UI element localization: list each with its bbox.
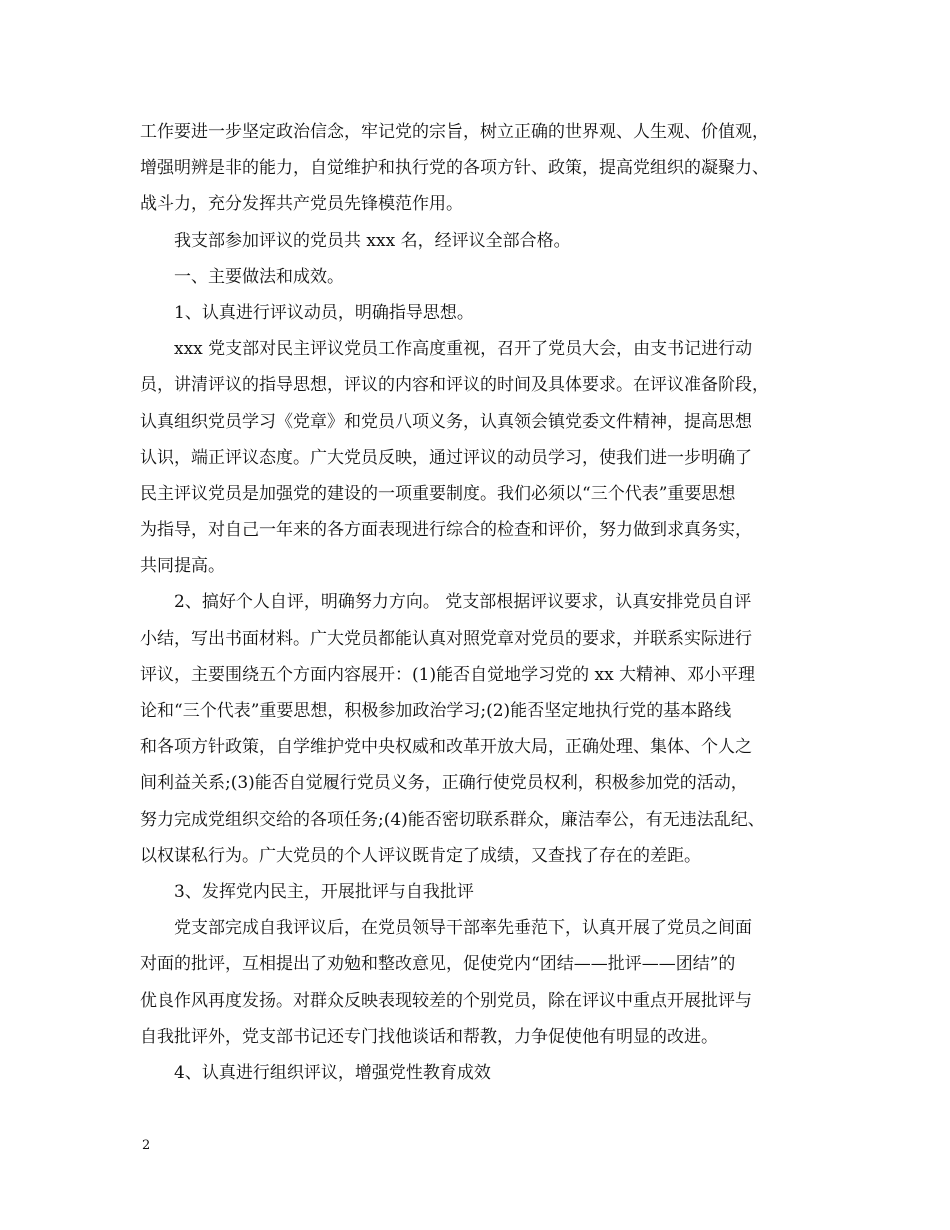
text-line: 2、搞好个人自评，明确努力方向。 党支部根据评议要求，认真安排党员自评 [174,592,752,613]
text-line: 优良作风再度发扬。对群众反映表现较差的个别党员，除在评议中重点开展批评与 [140,990,752,1011]
text-line: 认真组织党员学习《党章》和党员八项义务，认真领会镇党委文件精神，提高思想 [140,411,752,432]
text-line: 间利益关系;(3)能否自觉履行党员义务，正确行使党员权利，积极参加党的活动， [140,773,748,794]
text-line: 对面的批评，互相提出了劝勉和整改意见，促使党内“团结——批评——团结”的 [140,954,736,975]
text-line: 以权谋私行为。广大党员的个人评议既肯定了成绩，又查找了存在的差距。 [140,845,701,866]
text-line: 3、发挥党内民主，开展批评与自我批评 [174,881,474,902]
text-line: 论和“三个代表”重要思想，积极参加政治学习;(2)能否坚定地执行党的基本路线 [140,701,732,721]
text-line: 小结，写出书面材料。广大党员都能认真对照党章对党员的要求，并联系实际进行 [140,628,752,649]
text-line: 1、认真进行评议动员，明确指导思想。 [174,302,474,323]
document-body [140,114,826,1091]
text-line: 党支部完成自我评议后，在党员领导干部率先垂范下，认真开展了党员之间面 [174,918,752,939]
page-number: 2 [142,1138,151,1153]
text-line: 努力完成党组织交给的各项任务;(4)能否密切联系群众，廉洁奉公，有无违法乱纪、 [140,809,765,830]
text-line: 一、主要做法和成效。 [174,266,344,287]
text-line: xxx 党支部对民主评议党员工作高度重视，召开了党员大会，由支书记进行动 [174,339,753,360]
text-line: 4、认真进行组织评议，增强党性教育成效 [174,1062,491,1083]
text-line: 共同提高。 [140,556,225,577]
text-line: 我支部参加评议的党员共 xxx 名，经评议全部合格。 [174,230,571,251]
text-line: 为指导，对自己一年来的各方面表现进行综合的检查和评价，努力做到求真务实， [140,520,752,541]
text-line: 增强明辨是非的能力，自觉维护和执行党的各项方针、政策，提高党组织的凝聚力、 [140,158,769,179]
text-line: 评议，主要围绕五个方面内容展开：(1)能否自觉地学习党的 xx 大精神、邓小平理 [140,664,756,685]
text-line: 民主评议党员是加强党的建设的一项重要制度。我们必须以“三个代表”重要思想 [140,483,736,504]
text-line: 自我批评外，党支部书记还专门找他谈话和帮教，力争促使他有明显的改进。 [140,1026,718,1047]
text-line: 员，讲清评议的指导思想，评议的内容和评议的时间及具体要求。在评议准备阶段， [140,375,769,396]
text-line: 工作要进一步坚定政治信念，牢记党的宗旨，树立正确的世界观、人生观、价值观， [140,122,769,142]
text-line: 战斗力，充分发挥共产党员先锋模范作用。 [140,194,463,215]
text-line: 和各项方针政策，自学维护党中央权威和改革开放大局，正确处理、集体、个人之 [140,737,752,758]
text-line: 认识，端正评议态度。广大党员反映，通过评议的动员学习，使我们进一步明确了 [140,447,752,468]
